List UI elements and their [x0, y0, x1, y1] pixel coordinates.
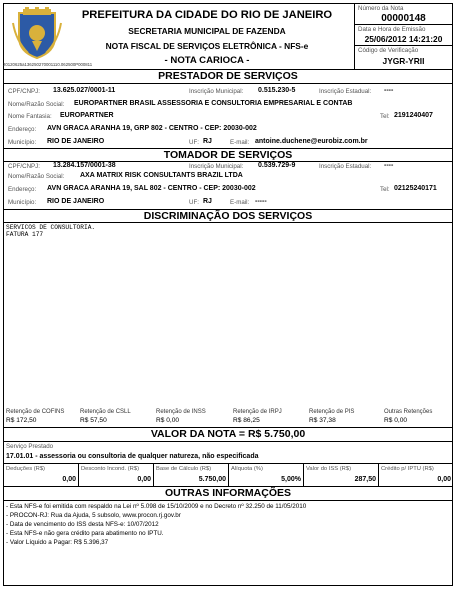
- outras-line-5: - Valor Líquido a Pagar: R$ 5.396,37: [6, 539, 109, 546]
- retencao-inss-value: R$ 0,00: [156, 417, 180, 424]
- retencao-pis-label: Retenção de PIS: [309, 409, 355, 415]
- prestador-ie-value: ----: [384, 87, 394, 94]
- page-subtitle: SECRETARIA MUNICIPAL DE FAZENDA: [128, 26, 286, 36]
- retencao-inss-label: Retenção de INSS: [156, 409, 206, 415]
- tomador-im-label: Inscrição Municipal:: [189, 163, 244, 170]
- tomador-municipio-label: Município:: [8, 199, 37, 206]
- desconto-value: 0,00: [137, 476, 151, 483]
- codigo-verificacao-label: Código de Verificação: [358, 47, 419, 54]
- discriminacao-line-2: FATURA 177: [6, 231, 44, 238]
- retencao-irpj-value: R$ 86,25: [233, 417, 260, 424]
- outras-section-title: OUTRAS INFORMAÇÕES: [165, 487, 291, 499]
- city-crest-icon: [10, 7, 64, 61]
- prestador-municipio-value: RIO DE JANEIRO: [47, 138, 105, 145]
- tomador-email-label: E-mail:: [230, 199, 250, 206]
- credito-iptu-label: Crédito p/ IPTU (R$): [381, 466, 434, 472]
- prestador-uf-value: RJ: [203, 138, 212, 145]
- prestador-razao-value: EUROPARTNER BRASIL ASSESSORIA E CONSULTORIA EMPRESARIAL E CONTAB: [74, 100, 353, 107]
- outras-line-1: - Esta NFS-e foi emitida com respaldo na Lei nº 5.098 de 15/10/2009 e no Decreto nº 32.250 de 11/05/2010: [6, 503, 307, 510]
- tomador-email-value: -----: [255, 198, 267, 205]
- prestador-endereco-value: AVN GRACA ARANHA 19, GRP 802 - CENTRO - CEP: 20030-002: [47, 125, 257, 132]
- data-emissao-label: Data e Hora de Emissão: [358, 26, 426, 33]
- tomador-uf-value: RJ: [203, 198, 212, 205]
- prestador-razao-label: Nome/Razão Social:: [8, 101, 65, 108]
- prestador-email-value: antoine.duchene@eurobiz.com.br: [255, 138, 368, 145]
- retencao-csll-label: Retenção de CSLL: [80, 409, 131, 415]
- discriminacao-line-1: SERVICOS DE CONSULTORIA.: [6, 224, 96, 231]
- prestador-ie-label: Inscrição Estadual:: [319, 88, 372, 95]
- prestador-cnpj-value: 13.625.027/0001-11: [53, 87, 116, 94]
- retencao-cofins-value: R$ 172,50: [6, 417, 37, 424]
- document-subtitle: - NOTA CARIOCA -: [164, 55, 250, 66]
- valor-iss-value: 287,50: [354, 476, 376, 483]
- prestador-email-label: E-mail:: [230, 139, 250, 146]
- prestador-fantasia-value: EUROPARTNER: [60, 112, 114, 119]
- prestador-im-label: Inscrição Municipal:: [189, 88, 244, 95]
- aliquota-value: 5,00%: [281, 476, 301, 483]
- retencao-outras-label: Outras Retenções: [384, 409, 433, 415]
- tomador-ie-label: Inscrição Estadual:: [319, 163, 372, 170]
- aliquota-label: Alíquota (%): [231, 466, 263, 472]
- data-emissao-value: 25/06/2012 14:21:20: [364, 34, 443, 44]
- base-calculo-value: 5.750,00: [198, 476, 226, 483]
- credito-iptu-value: 0,00: [437, 476, 451, 483]
- retencao-cofins-label: Retenção de COFINS: [6, 409, 65, 415]
- prestador-im-value: 0.515.230-5: [258, 87, 296, 94]
- retencao-outras-value: R$ 0,00: [384, 417, 408, 424]
- prestador-endereco-label: Endereço:: [8, 126, 37, 133]
- tomador-tel-value: 02125240171: [394, 185, 437, 192]
- page-title: PREFEITURA DA CIDADE DO RIO DE JANEIRO: [81, 9, 333, 21]
- discriminacao-section-title: DISCRIMINAÇÃO DOS SERVIÇOS: [143, 210, 313, 222]
- outras-line-3: - Data de vencimento do ISS desta NFS-e: 10/07/2012: [6, 521, 159, 528]
- tomador-cnpj-value: 13.284.157/0001-38: [53, 162, 116, 169]
- desconto-label: Desconto Incond. (R$): [81, 466, 139, 472]
- barcode-text: 20120625a136250270001110.062500P000811: [3, 62, 93, 67]
- prestador-section-title: PRESTADOR DE SERVIÇOS: [158, 70, 298, 82]
- base-calculo-label: Base de Cálculo (R$): [156, 466, 212, 472]
- tomador-razao-label: Nome/Razão Social:: [8, 173, 65, 180]
- tomador-cnpj-label: CPF/CNPJ:: [8, 163, 40, 170]
- deducoes-label: Deduções (R$): [6, 466, 45, 472]
- tomador-endereco-label: Endereço:: [8, 186, 37, 193]
- valor-nota: VALOR DA NOTA = R$ 5.750,00: [150, 428, 306, 440]
- retencao-pis-value: R$ 37,38: [309, 417, 336, 424]
- numero-value: 00000148: [381, 13, 426, 24]
- tomador-uf-label: UF:: [189, 199, 199, 206]
- numero-label: Número da Nota: [358, 5, 404, 12]
- valor-iss-label: Valor do ISS (R$): [306, 466, 351, 472]
- prestador-cnpj-label: CPF/CNPJ:: [8, 88, 40, 95]
- prestador-tel-label: Tel:: [380, 113, 390, 120]
- outras-line-2: - PROCON-RJ: Rua da Ajuda, 5 subsolo, www.procon.rj.gov.br: [6, 512, 181, 519]
- prestador-tel-value: 2191240407: [394, 112, 433, 119]
- servico-value: 17.01.01 - assessoria ou consultoria de qualquer natureza, não especificada: [6, 453, 259, 460]
- deducoes-value: 0,00: [62, 476, 76, 483]
- prestador-fantasia-label: Nome Fantasia:: [8, 113, 52, 120]
- prestador-municipio-label: Município:: [8, 139, 37, 146]
- servico-label: Serviço Prestado: [6, 443, 54, 450]
- tomador-municipio-value: RIO DE JANEIRO: [47, 198, 105, 205]
- tomador-section-title: TOMADOR DE SERVIÇOS: [163, 149, 293, 161]
- prestador-uf-label: UF:: [189, 139, 199, 146]
- tomador-im-value: 0.539.729-9: [258, 162, 296, 169]
- tomador-razao-value: AXA MATRIX RISK CONSULTANTS BRAZIL LTDA: [80, 172, 243, 179]
- retencao-csll-value: R$ 57,50: [80, 417, 107, 424]
- tomador-ie-value: ----: [384, 162, 394, 169]
- tomador-tel-label: Tel:: [380, 186, 390, 193]
- codigo-verificacao-value: JYGR-YRII: [382, 56, 425, 66]
- tomador-endereco-value: AVN GRACA ARANHA 19, SAL 802 - CENTRO - CEP: 20030-002: [47, 185, 256, 192]
- retencao-irpj-label: Retenção de IRPJ: [233, 409, 282, 415]
- document-title: NOTA FISCAL DE SERVIÇOS ELETRÔNICA - NFS-e: [105, 41, 309, 51]
- outras-line-4: - Esta NFS-e não gera crédito para abatimento no IPTU.: [6, 530, 164, 537]
